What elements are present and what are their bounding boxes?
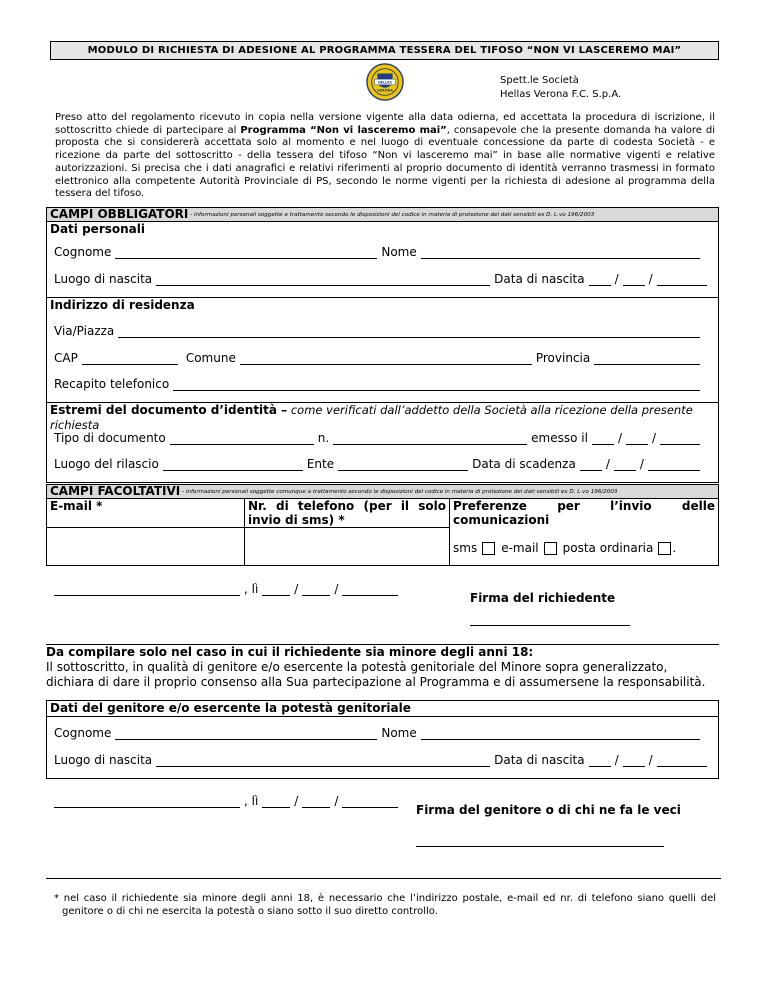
- footnote: * nel caso il richiedente sia minore degli anni 18, è necessario che l’indirizzo postale, e-mail ed nr. di telefono siano quelli del genitore o di chi ne esercita la potestà o siano sotto il suo diretto controllo.: [54, 893, 716, 917]
- intro-text-2: , consapevole che la presente domanda ha valore di proposta che si considererà accettata solo al momento e nel luogo di eventuale concessione da parte di codesta Società - e ricezione da parte del sottoscritto - della tessera del tifoso “Non vi lasceremo mai” in base alle normative vigenti e relative autorizzazioni. Si precisa che i dati anagrafici e relativi riferimenti al proprio documento di identità verranno trasmessi in formato elettronico alla competente Autorità Provinciale di PS, secondo le norme vigenti per la richiesta di adesione al programma della tessera del tifoso.: [55, 124, 715, 200]
- preferences-header: Preferenze per l’invio delle comunicazioni: [453, 499, 715, 527]
- svg-text:HELLAS: HELLAS: [378, 80, 392, 85]
- parent-name-label: Nome: [381, 726, 417, 740]
- expiry-year-field[interactable]: [648, 460, 700, 471]
- issue-day-field[interactable]: [592, 434, 614, 445]
- street-row: [54, 322, 704, 338]
- preferences-options: [450, 541, 676, 555]
- name-label: Nome: [381, 245, 417, 259]
- residence-heading: Indirizzo di residenza: [50, 298, 195, 312]
- parent-surname-field[interactable]: [115, 729, 377, 740]
- birthdate-day-field[interactable]: [589, 275, 611, 286]
- post-checkbox[interactable]: [658, 542, 671, 555]
- email-checkbox[interactable]: [544, 542, 557, 555]
- recipient-line1: Spett.le Società: [500, 75, 579, 86]
- parent-birth-row: [54, 751, 704, 767]
- date-year-field[interactable]: [342, 585, 398, 596]
- parent-date-month-field[interactable]: [302, 797, 330, 808]
- optional-label: CAMPI FACOLTATIVI: [50, 484, 181, 498]
- issue-place-field[interactable]: [163, 460, 303, 471]
- parent-birth-month-field[interactable]: [623, 756, 645, 767]
- surname-field[interactable]: [115, 248, 377, 259]
- issue-month-field[interactable]: [626, 434, 648, 445]
- parent-signature-field[interactable]: [416, 846, 664, 847]
- parent-birth-day-field[interactable]: [589, 756, 611, 767]
- minor-consent-section: [46, 644, 719, 691]
- place-li-label: , lì: [244, 582, 259, 596]
- parent-birth-year-field[interactable]: [657, 756, 707, 767]
- optional-section-header: [46, 484, 719, 499]
- date-separator: /: [652, 431, 657, 445]
- options-dot: .: [672, 541, 677, 555]
- parent-birthplace-label: Luogo di nascita: [54, 753, 153, 767]
- intro-text-1: Preso atto del regolamento ricevuto in copia nella versione vigente alla data odierna, ed accettata la procedura di iscrizione, il sottoscritto chiede di partecipare al: [55, 112, 715, 136]
- minor-consent-text: Il sottoscritto, in qualità di genitore e/o esercente la potestà genitoriale del Minore sopra generalizzato, dichiara di dare il proprio consenso alla Sua partecipazione al Programma e di assumersene la responsabilità.: [46, 660, 706, 689]
- form-title: MODULO DI RICHIESTA DI ADESIONE AL PROGRAMMA TESSERA DEL TIFOSO “NON VI LASCEREMO MAI”: [50, 41, 719, 60]
- email-option-label: e-mail: [501, 541, 539, 555]
- authority-label: Ente: [306, 457, 335, 471]
- surname-label: Cognome: [54, 245, 112, 259]
- personal-data-box: [46, 221, 719, 298]
- cap-label: CAP: [54, 351, 78, 365]
- parent-birthplace-field[interactable]: [156, 756, 490, 767]
- city-field[interactable]: [240, 354, 532, 365]
- phone-sms-column: [245, 498, 450, 565]
- parent-birthdate-label: Data di nascita: [494, 753, 585, 767]
- date-separator: /: [614, 272, 619, 286]
- place-field[interactable]: [54, 585, 240, 596]
- optional-fields-grid: [46, 498, 719, 566]
- province-field[interactable]: [594, 354, 700, 365]
- expiry-month-field[interactable]: [614, 460, 636, 471]
- date-day-field[interactable]: [262, 585, 290, 596]
- id-document-note: come verificati dall’addetto della Società alla ricezione della presente richiesta: [50, 403, 693, 432]
- parent-place-li-label: , lì: [244, 794, 259, 808]
- optional-note: - informazioni personali soggette comunque a trattamento secondo le disposizioni del codice in materia di protezione dei dati sensibili ex D. L.vo 196/2003: [180, 489, 618, 495]
- applicant-signature-field[interactable]: [470, 625, 630, 626]
- parent-name-field[interactable]: [421, 729, 700, 740]
- phone-label: Recapito telefonico: [54, 377, 170, 391]
- date-separator: /: [639, 457, 644, 471]
- city-label: Comune: [185, 351, 236, 365]
- personal-data-heading: Dati personali: [50, 222, 145, 236]
- phone-sms-header: Nr. di telefono (per il solo invio di sms) *: [245, 498, 449, 528]
- parent-date-year-field[interactable]: [342, 797, 398, 808]
- street-label: Via/Piazza: [54, 324, 115, 338]
- date-separator: /: [334, 582, 339, 596]
- surname-name-row: [54, 243, 704, 259]
- province-label: Provincia: [535, 351, 591, 365]
- date-separator: /: [648, 753, 653, 767]
- expiry-label: Data di scadenza: [472, 457, 576, 471]
- parent-signature-label: Firma del genitore o di chi ne fa le veci: [416, 803, 681, 817]
- birthplace-label: Luogo di nascita: [54, 272, 153, 286]
- birthplace-field[interactable]: [156, 275, 490, 286]
- mandatory-note: - informazioni personali soggette a trattamento secondo le disposizioni del codice in materia di protezione dei dati sensibili ex D. L.vo 196/2003: [188, 212, 595, 218]
- email-header: E-mail *: [47, 498, 244, 528]
- parent-date-day-field[interactable]: [262, 797, 290, 808]
- street-field[interactable]: [118, 327, 700, 338]
- applicant-signature-label: Firma del richiedente: [470, 591, 616, 605]
- birthdate-month-field[interactable]: [623, 275, 645, 286]
- place-date-row: [54, 580, 414, 596]
- phone-field[interactable]: [173, 380, 700, 391]
- date-separator: /: [617, 431, 622, 445]
- date-separator: /: [648, 272, 653, 286]
- expiry-day-field[interactable]: [580, 460, 602, 471]
- issue-place-row: [54, 455, 704, 471]
- doc-type-field[interactable]: [170, 434, 314, 445]
- minor-heading: Da compilare solo nel caso in cui il richiedente sia minore degli anni 18:: [46, 645, 534, 659]
- hellas-verona-logo: [366, 63, 404, 101]
- mandatory-label: CAMPI OBBLIGATORI: [50, 207, 189, 221]
- intro-paragraph: [55, 112, 715, 201]
- doc-number-label: n.: [317, 431, 330, 445]
- cap-field[interactable]: [82, 354, 178, 365]
- birth-row: [54, 270, 704, 286]
- date-separator: /: [334, 794, 339, 808]
- birthdate-year-field[interactable]: [657, 275, 707, 286]
- mandatory-section-header: [46, 207, 719, 222]
- name-field[interactable]: [421, 248, 700, 259]
- date-separator: /: [605, 457, 610, 471]
- sms-checkbox[interactable]: [482, 542, 495, 555]
- phone-sms-field[interactable]: [245, 528, 449, 564]
- parent-place-field[interactable]: [54, 797, 240, 808]
- footer-divider: [46, 878, 721, 879]
- cap-row: [54, 349, 704, 365]
- doc-type-label: Tipo di documento: [54, 431, 166, 445]
- doc-type-row: [54, 429, 704, 445]
- date-separator: /: [614, 753, 619, 767]
- date-month-field[interactable]: [302, 585, 330, 596]
- authority-field[interactable]: [338, 460, 468, 471]
- post-label: posta ordinaria: [562, 541, 654, 555]
- sms-label: sms: [453, 541, 478, 555]
- issue-place-label: Luogo del rilascio: [54, 457, 159, 471]
- phone-row: [54, 375, 704, 391]
- svg-text:VERONA: VERONA: [377, 88, 393, 93]
- date-separator: /: [294, 582, 299, 596]
- issue-date-label: emesso il: [531, 431, 588, 445]
- email-field[interactable]: [47, 528, 244, 564]
- id-document-title: Estremi del documento d’identità –: [50, 403, 288, 417]
- birthdate-label: Data di nascita: [494, 272, 585, 286]
- parent-name-row: [54, 724, 704, 740]
- parent-place-date-row: [54, 792, 414, 808]
- issue-year-field[interactable]: [660, 434, 700, 445]
- doc-number-field[interactable]: [333, 434, 527, 445]
- parent-surname-label: Cognome: [54, 726, 112, 740]
- intro-program-name: Programma “Non vi lasceremo mai”: [240, 124, 447, 136]
- recipient-address: [500, 74, 621, 102]
- parent-data-heading: Dati del genitore e/o esercente la potestà genitoriale: [47, 701, 718, 717]
- date-separator: /: [294, 794, 299, 808]
- recipient-line2: Hellas Verona F.C. S.p.A.: [500, 89, 622, 100]
- email-column: [47, 498, 245, 565]
